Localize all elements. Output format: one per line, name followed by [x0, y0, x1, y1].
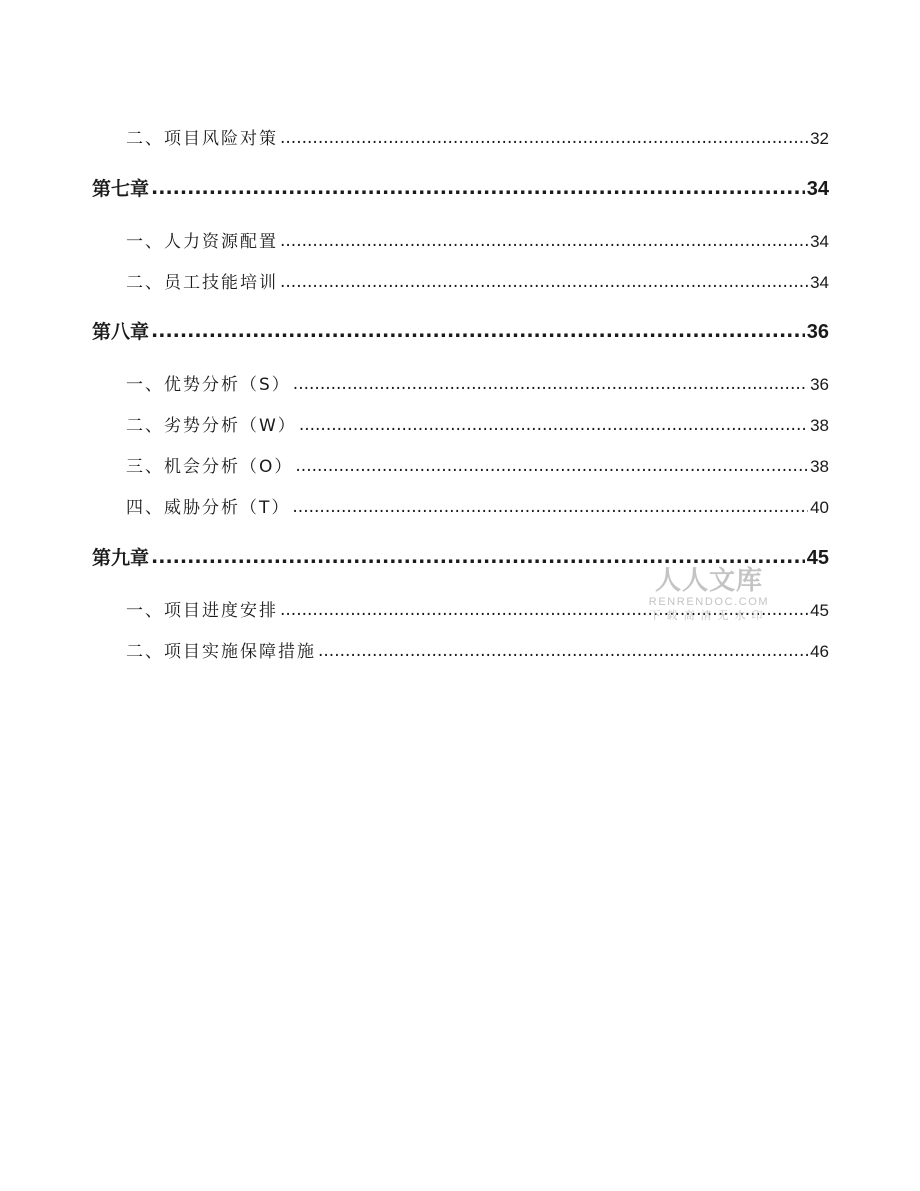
toc-entry[interactable]	[126, 370, 829, 395]
watermark	[646, 566, 772, 623]
toc-entry[interactable]	[126, 268, 829, 293]
toc-entry-number: 二、	[126, 129, 164, 149]
toc-entry-page: 34	[810, 232, 829, 251]
toc-entry-number: 二、	[126, 416, 164, 436]
toc-chapter-page: 36	[806, 321, 829, 343]
toc-entry-page: 34	[810, 273, 829, 292]
dot-leader	[151, 320, 805, 342]
toc-entry-title: 项目进度安排	[164, 601, 278, 621]
toc-entry[interactable]	[126, 124, 829, 149]
toc-entry-page: 45	[810, 601, 829, 620]
dot-leader	[292, 497, 808, 517]
toc-entry-number: 四、	[126, 498, 164, 518]
dot-leader	[295, 456, 808, 476]
toc-entry-title: 劣势分析（W）	[164, 416, 297, 436]
toc-entry[interactable]	[126, 637, 829, 662]
toc-entry-number: 一、	[126, 232, 164, 252]
toc-chapter-title: 第九章	[92, 547, 150, 569]
toc-entry-page: 38	[810, 457, 829, 476]
toc-chapter-title: 第七章	[92, 178, 150, 200]
dot-leader	[151, 177, 805, 199]
dot-leader	[280, 231, 808, 251]
toc-chapter[interactable]	[92, 317, 829, 344]
toc-chapter[interactable]	[92, 174, 829, 201]
toc-entry-number: 二、	[126, 642, 164, 662]
dot-leader	[318, 641, 808, 661]
toc-entry-page: 38	[810, 416, 829, 435]
watermark-url: RENRENDOC.COM	[648, 596, 770, 608]
dot-leader	[293, 374, 808, 394]
toc-entry-page: 40	[810, 498, 829, 517]
toc-entry-title: 员工技能培训	[164, 273, 278, 293]
toc-entry-page: 46	[810, 642, 829, 661]
toc-entry-number: 一、	[126, 375, 164, 395]
toc-entry-title: 人力资源配置	[164, 232, 278, 252]
toc-entry-title: 机会分析（O）	[164, 457, 294, 477]
toc-entry-number: 三、	[126, 457, 164, 477]
toc-entry-title: 项目风险对策	[164, 129, 278, 149]
dot-leader	[280, 272, 808, 292]
toc-entry[interactable]	[126, 227, 829, 252]
toc-entry-title: 优势分析（S）	[164, 375, 291, 395]
dot-leader	[280, 128, 808, 148]
toc-entry-page: 32	[810, 129, 829, 148]
toc-chapter-page: 34	[806, 178, 829, 200]
toc-entry-number: 一、	[126, 601, 164, 621]
toc-entry-title: 威胁分析（T）	[164, 498, 291, 518]
watermark-logo-text: 人人文库	[654, 566, 763, 596]
watermark-tagline: 下载高清无水印	[649, 609, 769, 622]
toc-chapter-title: 第八章	[92, 321, 150, 343]
dot-leader	[299, 415, 808, 435]
toc-chapter-page: 45	[806, 547, 829, 569]
toc-entry-title: 项目实施保障措施	[164, 642, 316, 662]
toc-entry-page: 36	[810, 375, 829, 394]
toc-entry-number: 二、	[126, 273, 164, 293]
toc-entry[interactable]	[126, 452, 829, 477]
toc-entry[interactable]	[126, 493, 829, 518]
toc-entry[interactable]	[126, 411, 829, 436]
dot-leader	[151, 546, 805, 568]
